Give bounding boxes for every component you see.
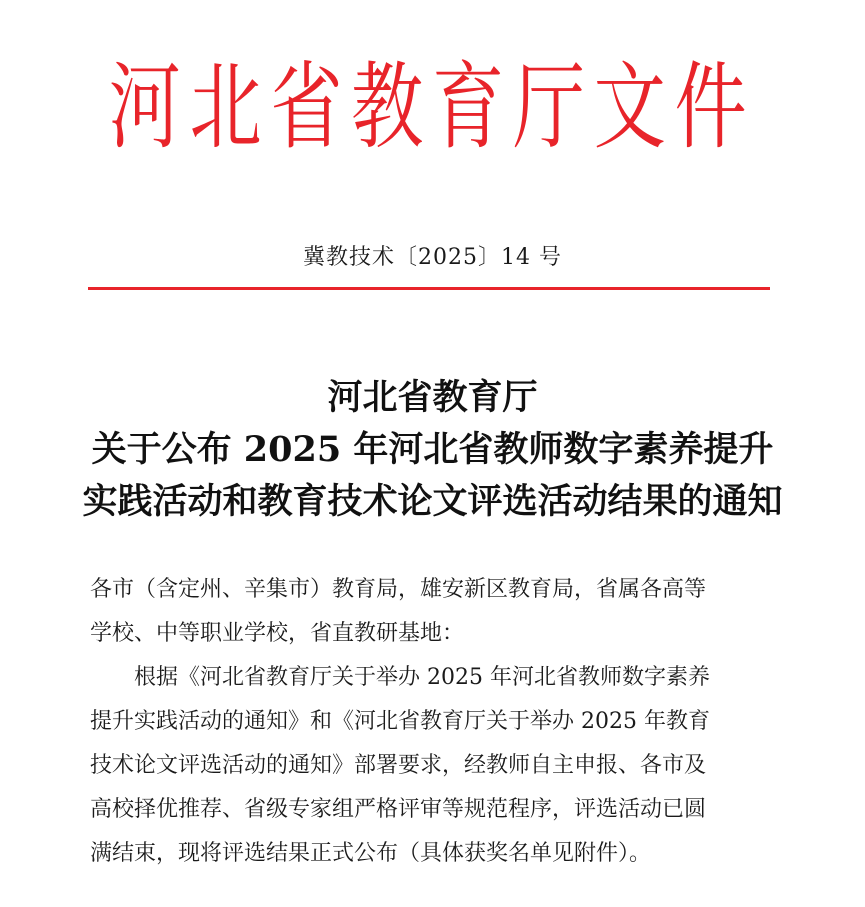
notice-title	[0, 372, 865, 528]
masthead	[0, 52, 865, 162]
paragraph-line: 高校择优推荐、省级专家组严格评审等规范程序，评选活动已圆	[90, 797, 707, 822]
addressee-line: 各市（含定州、辛集市）教育局，雄安新区教育局，省属各高等	[90, 577, 707, 602]
title-line: 河北省教育厅	[327, 377, 538, 418]
masthead-title: 河北省教育厅文件	[109, 52, 756, 162]
title-line: 实践活动和教育技术论文评选活动结果的通知	[82, 481, 783, 522]
paragraph-line: 技术论文评选活动的通知》部署要求，经教师自主申报、各市及	[90, 753, 707, 778]
title-line: 关于公布 2025 年河北省教师数字素养提升	[91, 429, 774, 470]
paragraph-line: 根据《河北省教育厅关于举办 2025 年河北省教师数字素养	[134, 665, 710, 690]
paragraph-line: 满结束，现将评选结果正式公布（具体获奖名单见附件）。	[90, 841, 652, 866]
paragraph-line: 提升实践活动的通知》和《河北省教育厅关于举办 2025 年教育	[90, 709, 710, 734]
notice-body	[90, 568, 780, 876]
addressee-line: 学校、中等职业学校，省直教研基地：	[90, 621, 465, 646]
red-divider-rule	[88, 287, 770, 290]
document-number: 冀教技术〔2025〕14 号	[303, 245, 562, 270]
